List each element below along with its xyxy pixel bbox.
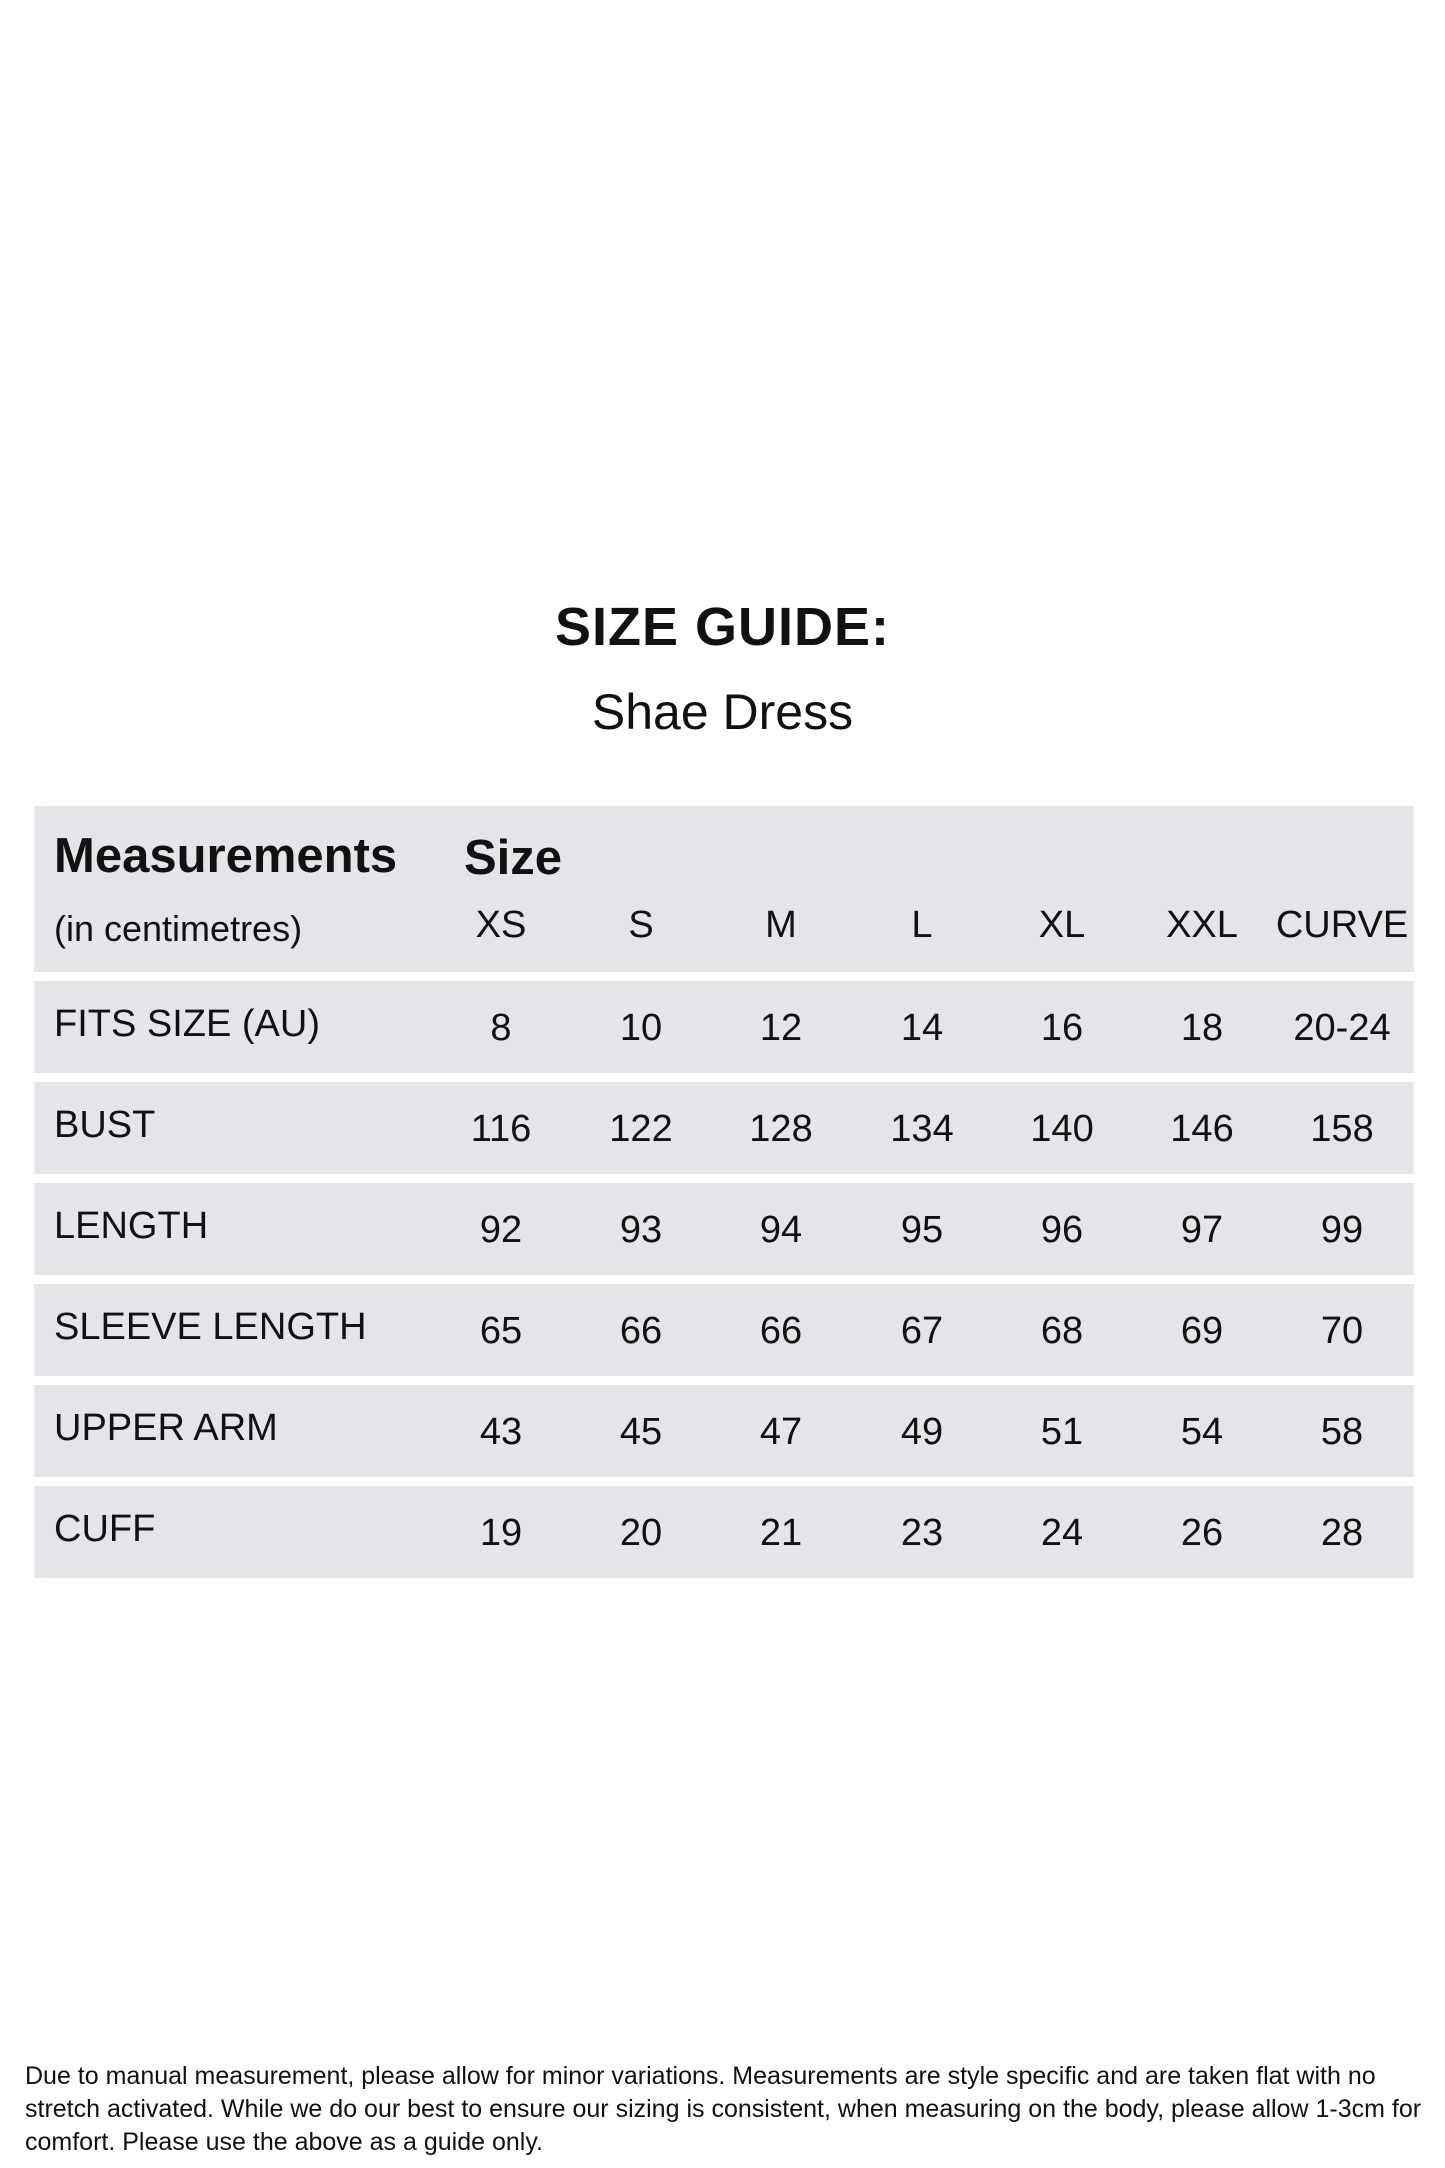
table-cell: 49 (900, 1411, 944, 1453)
table-cell: 140 (1030, 1108, 1094, 1150)
table-cell: 10 (619, 1007, 663, 1049)
table-cell: 67 (900, 1310, 944, 1352)
row-label: UPPER ARM (54, 1407, 278, 1449)
table-cell: 45 (619, 1411, 663, 1453)
table-cell: 134 (890, 1108, 954, 1150)
table-cell: 54 (1180, 1411, 1224, 1453)
table-cell: 146 (1170, 1108, 1234, 1150)
table-cell: 14 (900, 1007, 944, 1049)
table-cell: 26 (1180, 1512, 1224, 1554)
size-column-l: L (911, 904, 933, 946)
size-column-xs: XS (475, 904, 527, 946)
table-cell: 66 (759, 1310, 803, 1352)
table-cell: 66 (619, 1310, 663, 1352)
table-cell: 23 (900, 1512, 944, 1554)
table-row-upper-arm (34, 1385, 1414, 1477)
unit-label: (in centimetres) (54, 908, 303, 949)
table-cell: 68 (1040, 1310, 1084, 1352)
row-label: BUST (54, 1104, 156, 1146)
table-cell: 58 (1320, 1411, 1364, 1453)
table-cell: 8 (490, 1007, 512, 1049)
table-cell: 16 (1040, 1007, 1084, 1049)
row-label: FITS SIZE (AU) (54, 1003, 320, 1045)
size-table (34, 806, 1414, 1578)
table-cell: 99 (1320, 1209, 1364, 1251)
size-column-xl: XL (1038, 904, 1086, 946)
table-cell: 28 (1320, 1512, 1364, 1554)
table-cell: 97 (1180, 1209, 1224, 1251)
table-cell: 19 (479, 1512, 523, 1554)
table-cell: 65 (479, 1310, 523, 1352)
table-row-bust (34, 1082, 1414, 1174)
table-cell: 69 (1180, 1310, 1224, 1352)
table-cell: 51 (1040, 1411, 1084, 1453)
table-cell: 20 (619, 1512, 663, 1554)
measurements-heading: Measurements (54, 829, 398, 883)
table-cell: 18 (1180, 1007, 1224, 1049)
row-label: LENGTH (54, 1205, 209, 1247)
size-table-header (34, 806, 1414, 972)
table-cell: 20-24 (1293, 1007, 1391, 1049)
size-column-m: M (765, 904, 797, 946)
table-cell: 122 (609, 1108, 673, 1150)
table-cell: 24 (1040, 1512, 1084, 1554)
table-cell: 21 (759, 1512, 803, 1554)
row-label: SLEEVE LENGTH (54, 1306, 367, 1348)
table-row-sleeve-length (34, 1284, 1414, 1376)
table-cell: 93 (619, 1209, 663, 1251)
table-cell: 128 (749, 1108, 813, 1150)
size-column-xxl: XXL (1166, 904, 1238, 946)
disclaimer-text: Due to manual measurement, please allow for minor variations. Measurements are style specific and are taken flat with no stretch activated. While we do our best to ensure our sizing is consistent, when measuring on the body, please allow 1-3cm for comfort. Please use the above as a guide only. (25, 2062, 1422, 2156)
size-heading: Size (464, 831, 563, 885)
table-row-cuff (34, 1486, 1414, 1578)
table-cell: 92 (479, 1209, 523, 1251)
table-row-length (34, 1183, 1414, 1275)
product-name: Shae Dress (591, 684, 854, 740)
table-cell: 116 (470, 1108, 532, 1150)
table-cell: 95 (900, 1209, 944, 1251)
table-cell: 47 (759, 1411, 803, 1453)
table-cell: 96 (1040, 1209, 1084, 1251)
table-cell: 158 (1310, 1108, 1374, 1150)
table-cell: 43 (479, 1411, 523, 1453)
table-row-fits-size (34, 981, 1414, 1073)
page-title: SIZE GUIDE: (554, 597, 891, 657)
size-column-s: S (628, 904, 654, 946)
table-cell: 12 (759, 1007, 803, 1049)
size-column-curve: CURVE (1275, 904, 1409, 946)
row-label: CUFF (54, 1508, 156, 1550)
table-cell: 70 (1320, 1310, 1364, 1352)
table-cell: 94 (759, 1209, 803, 1251)
